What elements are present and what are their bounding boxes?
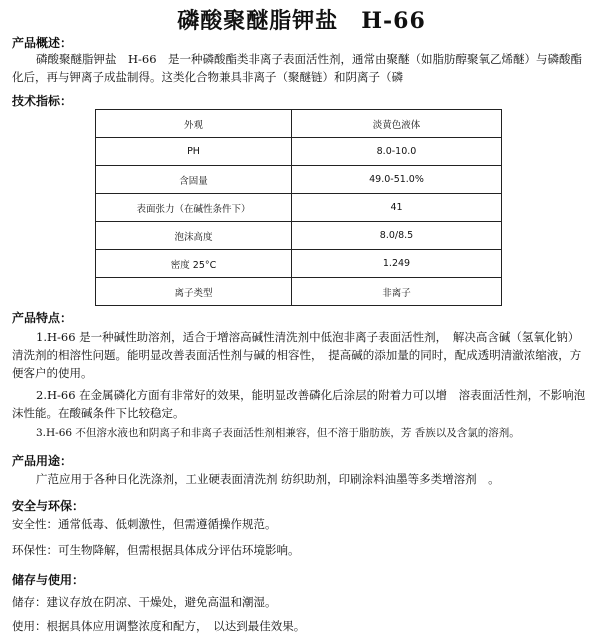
spec-name: 表面张力（在碱性条件下） xyxy=(96,194,292,222)
safety-line: 安全性：通常低毒、低刺激性，但需遵循操作规范。 xyxy=(12,517,277,531)
spec-name: 外观 xyxy=(96,110,292,138)
table-row xyxy=(96,278,502,306)
usage-paragraph: 广范应用于各种日化洗涤剂，工业硬表面清洗剂 纺织助剂，印刷涂料油墨等多类增溶剂 。 xyxy=(36,472,500,486)
usage-heading: 产品用途： xyxy=(12,454,73,468)
spec-table xyxy=(95,109,502,306)
spec-name: 离子类型 xyxy=(96,278,292,306)
table-row xyxy=(96,166,502,194)
safety-heading: 安全与环保： xyxy=(12,499,85,513)
feature-item-1: 1.H-66 是一种碱性助溶剂，适合于增溶高碱性清洗剂中低泡非离子表面活性剂， 解决高含碱（氢氧化钠）清洗剂的相溶性问题。能明显改善表面活性剂与碱的相容性， 提高碱的添加量的同时，配成透明清澈浓缩液，方便客户的使用。 xyxy=(12,330,582,380)
table-row xyxy=(96,194,502,222)
spec-name: 泡沫高度 xyxy=(96,222,292,250)
environment-line: 环保性：可生物降解，但需根据具体成分评估环境影响。 xyxy=(12,543,300,557)
use-line: 使用：根据具体应用调整浓度和配方， 以达到最佳效果。 xyxy=(12,619,306,633)
spec-value: 8.0-10.0 xyxy=(292,138,502,166)
spec-value: 非离子 xyxy=(292,278,502,306)
spec-value: 淡黄色液体 xyxy=(292,110,502,138)
spec-value: 8.0/8.5 xyxy=(292,222,502,250)
feature-item-3: 3.H-66 不但溶水液也和阴离子和非离子表面活性剂相兼容，但不溶于脂肪族，芳 香族以及含氯的溶剂。 xyxy=(36,427,520,439)
spec-name: PH xyxy=(96,138,292,166)
document-title: 磷酸聚醚脂钾盐 H-66 xyxy=(177,8,426,34)
spec-name: 密度 25°C xyxy=(96,250,292,278)
spec-value: 1.249 xyxy=(292,250,502,278)
storage-heading: 储存与使用： xyxy=(12,573,85,587)
table-row xyxy=(96,110,502,138)
table-row xyxy=(96,222,502,250)
features-heading: 产品特点： xyxy=(12,311,73,325)
overview-heading: 产品概述： xyxy=(12,36,73,50)
spec-value: 41 xyxy=(292,194,502,222)
table-row xyxy=(96,138,502,166)
spec-name: 含固量 xyxy=(96,166,292,194)
overview-paragraph: 磷酸聚醚脂钾盐 H-66 是一种磷酸酯类非离子表面活性剂，通常由聚醚（如脂肪醇聚氧乙烯醚）与磷酸酯化后，再与钾离子成盐制得。这类化合物兼具非离子（聚醚链）和阴离子（磷 xyxy=(12,52,583,84)
storage-line: 储存：建议存放在阴凉、干燥处，避免高温和潮湿。 xyxy=(12,595,277,609)
feature-item-2: 2.H-66 在金属磷化方面有非常好的效果，能明显改善磷化后涂层的附着力可以增 溶表面活性剂，不影响泡沫性能。在酸碱条件下比较稳定。 xyxy=(12,388,586,420)
table-row xyxy=(96,250,502,278)
spec-value: 49.0-51.0% xyxy=(292,166,502,194)
specs-heading: 技术指标： xyxy=(12,94,73,108)
